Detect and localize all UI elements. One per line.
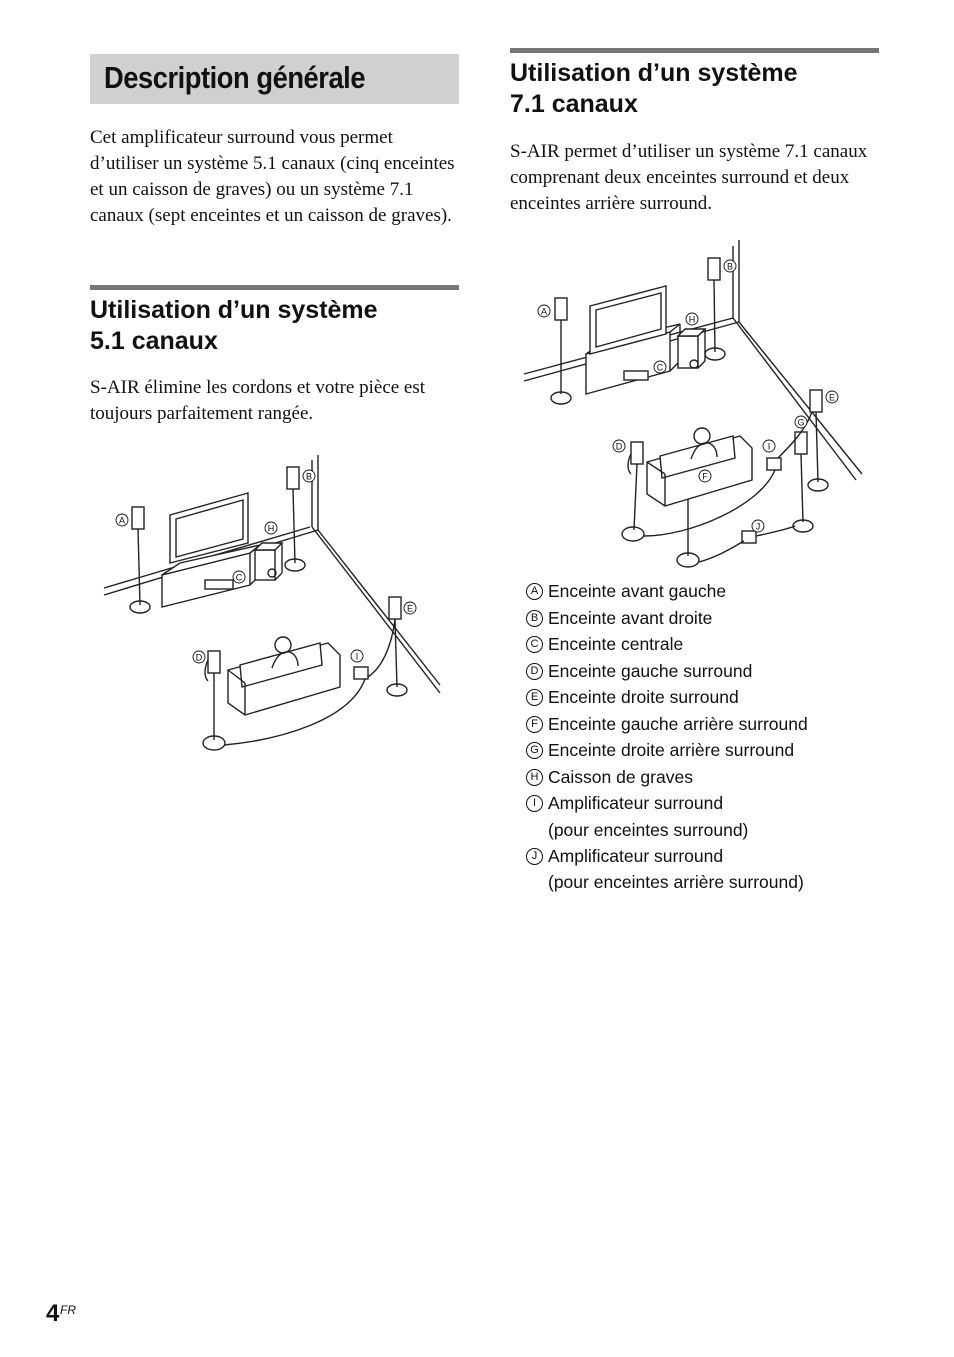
- svg-text:B: B: [726, 261, 734, 272]
- svg-text:E: E: [828, 392, 836, 403]
- legend-item-d: [526, 658, 906, 685]
- svg-text:A: A: [118, 515, 126, 526]
- legend-badge-a: A: [526, 583, 543, 600]
- legend-item-j: [526, 843, 906, 896]
- legend-sub-j: (pour enceintes arrière surround): [548, 872, 804, 892]
- fig51-label-b: [303, 470, 315, 482]
- legend-text-j: Amplificateur surround: [548, 845, 724, 866]
- svg-text:H: H: [688, 314, 696, 325]
- svg-text:H: H: [267, 523, 275, 534]
- svg-text:C: C: [656, 362, 664, 373]
- legend-item-f: [526, 711, 906, 738]
- fig71-label-f: [699, 470, 711, 482]
- page-title: Description générale: [104, 60, 366, 95]
- legend-text-f: Enceinte gauche arrière surround: [548, 713, 808, 734]
- svg-text:J: J: [755, 521, 761, 532]
- fig71-label-a: [538, 305, 550, 317]
- legend-item-i: [526, 790, 906, 843]
- legend-badge-h: H: [526, 769, 543, 786]
- svg-text:I: I: [355, 651, 359, 662]
- svg-text:D: D: [195, 652, 203, 663]
- legend-badge-d: D: [526, 663, 543, 680]
- section-51-rule: [90, 285, 459, 290]
- legend-text-e: Enceinte droite surround: [548, 687, 739, 707]
- legend-text-g: Enceinte droite arrière surround: [548, 740, 795, 760]
- legend-badge-j: J: [526, 848, 543, 865]
- legend-item-e: [526, 684, 906, 711]
- legend-sub-i: (pour enceintes surround): [548, 819, 749, 840]
- fig71-label-j: [752, 520, 764, 532]
- legend-badge-g: G: [526, 742, 543, 759]
- legend-text-c: Enceinte centrale: [548, 634, 684, 654]
- section-71-heading-line1: Utilisation d’un système: [510, 59, 798, 87]
- fig51-label-c: [233, 571, 245, 583]
- legend-item-b: [526, 605, 906, 632]
- speaker-legend: [526, 578, 906, 895]
- figure-51-room-diagram: [100, 455, 450, 760]
- section-51-paragraph: S-AIR élimine les cordons et votre pièce est toujours parfaitement rangée.: [90, 377, 426, 424]
- legend-item-a: [526, 578, 906, 605]
- section-71-rule: [510, 48, 879, 53]
- section-71-paragraph: S-AIR permet d’utiliser un système 7.1 canaux comprenant deux enceintes surround et deux enceintes arrière surround.: [510, 141, 868, 214]
- section-51-heading-line1: Utilisation d’un système: [90, 296, 378, 324]
- fig71-label-b: [724, 260, 736, 272]
- legend-badge-c: C: [526, 636, 543, 653]
- fig71-label-c: [654, 361, 666, 373]
- legend-badge-f: F: [526, 716, 543, 733]
- legend-text-b: Enceinte avant droite: [548, 607, 713, 628]
- legend-text-h: Caisson de graves: [548, 766, 693, 787]
- svg-text:B: B: [305, 471, 313, 482]
- legend-text-i: Amplificateur surround: [548, 793, 724, 813]
- section-51-heading-line2: 5.1 canaux: [90, 327, 218, 355]
- section-51-heading: [90, 295, 378, 357]
- svg-text:D: D: [615, 441, 623, 452]
- legend-item-c: [526, 631, 906, 658]
- fig51-label-h: [265, 522, 277, 534]
- svg-text:I: I: [767, 441, 771, 452]
- svg-text:E: E: [406, 603, 414, 614]
- intro-paragraph: Cet amplificateur surround vous permet d’utiliser un système 5.1 canaux (cinq enceintes et un caisson de graves) ou un système 7.1 canaux (sept enceintes et un caisson de graves).: [90, 127, 455, 226]
- legend-badge-e: E: [526, 689, 543, 706]
- page-language-code: FR: [60, 1303, 76, 1317]
- fig71-label-d: [613, 440, 625, 452]
- svg-text:F: F: [702, 471, 708, 482]
- section-71-heading-line2: 7.1 canaux: [510, 90, 638, 118]
- svg-text:G: G: [797, 417, 805, 428]
- svg-text:C: C: [235, 572, 243, 583]
- svg-text:A: A: [540, 306, 548, 317]
- fig71-label-i: [763, 440, 775, 452]
- main-title-box: [90, 54, 459, 104]
- fig51-label-i: [351, 650, 363, 662]
- legend-badge-b: B: [526, 610, 543, 627]
- fig71-label-h: [686, 313, 698, 325]
- section-71-heading: [510, 58, 798, 120]
- fig51-label-a: [116, 514, 128, 526]
- legend-text-a: Enceinte avant gauche: [548, 581, 727, 601]
- legend-text-d: Enceinte gauche surround: [548, 660, 753, 681]
- legend-item-h: [526, 764, 906, 791]
- figure-71-room-diagram: [520, 236, 865, 571]
- fig51-label-e: [404, 602, 416, 614]
- fig71-label-e: [826, 391, 838, 403]
- legend-item-g: [526, 737, 906, 764]
- page-number: 4: [46, 1300, 60, 1327]
- fig71-label-g: [795, 416, 807, 428]
- legend-badge-i: I: [526, 795, 543, 812]
- fig51-label-d: [193, 651, 205, 663]
